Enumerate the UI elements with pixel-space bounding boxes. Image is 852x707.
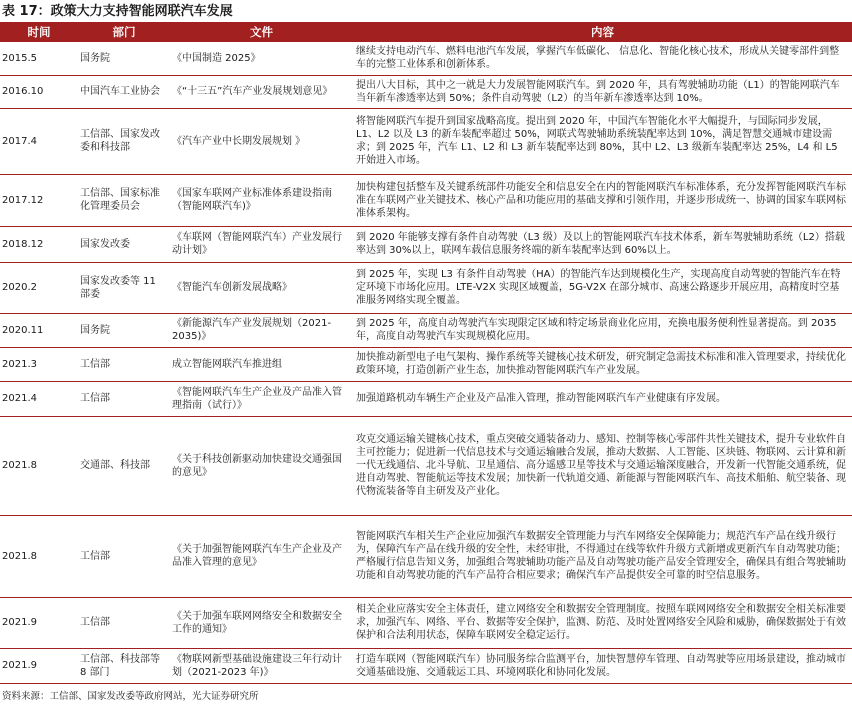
cell-time: 2021.9: [0, 648, 78, 683]
cell-document: 《汽车产业中长期发展规划 》: [170, 108, 353, 174]
table-row: [0, 648, 852, 683]
header-department: 部门: [78, 22, 170, 42]
cell-document: 《智能网联汽车生产企业及产品准入管理指南（试行）》: [170, 381, 353, 416]
cell-content: 打造车联网（智能网联汽车）协同服务综合监测平台，加快智慧停车管理、自动驾驶等应用场景建设，推动城市交通基础设施、交通载运工具、环境网联化和协同化发展。: [353, 648, 852, 683]
cell-document: 《物联网新型基础设施建设三年行动计划（2021-2023 年)》: [170, 648, 353, 683]
cell-department: 工信部、国家发改委和科技部: [78, 108, 170, 174]
header-document: 文件: [170, 22, 353, 42]
cell-time: 2017.12: [0, 174, 78, 226]
table-row: [0, 597, 852, 648]
cell-content: 加强道路机动车辆生产企业及产品准入管理，推动智能网联汽车产业健康有序发展。: [353, 381, 852, 416]
table-row: [0, 174, 852, 226]
table-row: [0, 226, 852, 262]
cell-content: 相关企业应落实安全主体责任，建立网络安全和数据安全管理制度。按照车联网网络安全和数据安全相关标准要求，加强汽车、网络、平台、数据等安全保护，监测、防范、及时处置网络安全风险和威胁，确保数据处于有效保护和合法利用状态，保障车联网安全稳定运行。: [353, 597, 852, 648]
table-row: [0, 262, 852, 313]
cell-department: 国务院: [78, 42, 170, 75]
cell-content: 加快构建包括整车及关键系统部件功能安全和信息安全在内的智能网联汽车标准体系，充分发挥智能网联汽车标准在车联网产业关键技术、核心产品和功能应用的基础支撑和引领作用，并逐步形成统一、协调的国家车联网标准体系架构。: [353, 174, 852, 226]
cell-time: 2017.4: [0, 108, 78, 174]
cell-document: 《“十三五”汽车产业发展规划意见》: [170, 75, 353, 108]
cell-time: 2021.9: [0, 597, 78, 648]
source-note: 资料来源：工信部、国家发改委等政府网站，光大证券研究所: [2, 691, 259, 702]
cell-time: 2016.10: [0, 75, 78, 108]
table-title: 表 17：政策大力支持智能网联汽车发展: [2, 4, 233, 19]
cell-content: 继续支持电动汽车、燃料电池汽车发展，掌握汽车低碳化、 信息化、智能化核心技术，形成从关键零部件到整车的完整工业体系和创新体系。: [353, 42, 852, 75]
header-time: 时间: [0, 22, 78, 42]
cell-department: 工信部: [78, 347, 170, 381]
cell-department: 工信部: [78, 597, 170, 648]
cell-department: 国务院: [78, 313, 170, 347]
cell-time: 2020.11: [0, 313, 78, 347]
table-row: [0, 416, 852, 515]
cell-department: 国家发改委等 11 部委: [78, 262, 170, 313]
cell-content: 到 2020 年能够支撑有条件自动驾驶（L3 级）及以上的智能网联汽车技术体系，新车驾驶辅助系统（L2）搭载率达到 30%以上，联网车载信息服务终端的新车装配率达到 60%以上。: [353, 226, 852, 262]
cell-document: 《关于加强智能网联汽车生产企业及产品准入管理的意见》: [170, 515, 353, 597]
cell-time: 2020.2: [0, 262, 78, 313]
cell-content: 攻克交通运输关键核心技术，重点突破交通装备动力、感知、控制等核心零部件共性关键技术，提升专业软件自主可控能力；促进新一代信息技术与交通运输融合发展，推动大数据、人工智能、区块链、物联网、云计算和新一代无线通信、北斗导航、卫星通信、高分遥感卫星等技术与交通运输深度融合，开发新一代智能交通系统，促进自动驾驶、智能航运等技术发展；加快新一代轨道交通、新能源与智能网联汽车、高技术船舶、航空装备、现代物流装备等自主研发及产业化。: [353, 416, 852, 515]
table-row: [0, 108, 852, 174]
cell-content: 智能网联汽车相关生产企业应加强汽车数据安全管理能力与汽车网络安全保障能力；规范汽车产品在线升级行为，保障汽车产品在线升级的安全性，未经审批，不得通过在线等软件升级方式新增或更新汽车自动驾驶功能；严格履行信息告知义务，加强组合驾驶辅助功能产品及自动驾驶功能产品安全管理安全，确保具有组合驾驶辅助功能和自动驾驶功能的汽车产品符合相应要求；确保汽车产品提供安全可靠的时空信息服务。: [353, 515, 852, 597]
cell-document: 成立智能网联汽车推进组: [170, 347, 353, 381]
table-row: [0, 515, 852, 597]
cell-department: 工信部: [78, 515, 170, 597]
cell-document: 《中国制造 2025》: [170, 42, 353, 75]
cell-department: 工信部: [78, 381, 170, 416]
cell-content: 到 2025 年，实现 L3 有条件自动驾驶（HA）的智能汽车达到规模化生产，实现高度自动驾驶的智能汽车在特定环境下市场化应用。LTE-V2X 实现区域覆盖，5G-V2X 在部分城市、高速公路逐步开展应用，高精度时空基准服务网络实现全覆盖。: [353, 262, 852, 313]
cell-time: 2015.5: [0, 42, 78, 75]
cell-content: 提出八大目标，其中之一就是大力发展智能网联汽车。到 2020 年，具有驾驶辅助功能（L1）的智能网联汽车当年新车渗透率达到 50%；条件自动驾驶（L2）的当年新车渗透率达到 10%。: [353, 75, 852, 108]
header-content: 内容: [353, 22, 852, 42]
cell-department: 中国汽车工业协会: [78, 75, 170, 108]
cell-content: 将智能网联汽车提升到国家战略高度。提出到 2020 年，中国汽车智能化水平大幅提升，与国际同步发展，L1、L2 以及 L3 的新车装配率超过 50%，网联式驾驶辅助系统装配率达到 10%，满足智慧交通城市建设需求；到 2025 年，汽车 L1、L2 和 L3 新车装配率达到 80%，其中 L2、L3 级新车装配率达 25%，L4 和 L5 开始进入市场。: [353, 108, 852, 174]
cell-department: 工信部、科技部等 8 部门: [78, 648, 170, 683]
cell-department: 交通部、科技部: [78, 416, 170, 515]
cell-document: 《车联网（智能网联汽车）产业发展行动计划》: [170, 226, 353, 262]
cell-content: 加快推动新型电子电气架构、操作系统等关键核心技术研发，研究制定急需技术标准和准入管理要求，持续优化政策环境，打造创新产业生态，加快推动智能网联汽车产业发展。: [353, 347, 852, 381]
cell-time: 2021.8: [0, 416, 78, 515]
table-row: [0, 75, 852, 108]
table-row: [0, 381, 852, 416]
cell-department: 国家发改委: [78, 226, 170, 262]
cell-content: 到 2025 年，高度自动驾驶汽车实现限定区域和特定场景商业化应用，充换电服务便利性显著提高。到 2035 年，高度自动驾驶汽车实现规模化应用。: [353, 313, 852, 347]
table-row: [0, 42, 852, 75]
cell-document: 《国家车联网产业标准体系建设指南（智能网联汽车)》: [170, 174, 353, 226]
cell-department: 工信部、国家标准化管理委员会: [78, 174, 170, 226]
cell-time: 2021.3: [0, 347, 78, 381]
cell-document: 《新能源汽车产业发展规划（2021-2035)》: [170, 313, 353, 347]
cell-document: 《关于加强车联网网络安全和数据安全工作的通知》: [170, 597, 353, 648]
cell-time: 2021.4: [0, 381, 78, 416]
table-row: [0, 313, 852, 347]
cell-time: 2018.12: [0, 226, 78, 262]
table-row: [0, 347, 852, 381]
cell-time: 2021.8: [0, 515, 78, 597]
cell-document: 《关于科技创新驱动加快建设交通强国的意见》: [170, 416, 353, 515]
cell-document: 《智能汽车创新发展战略》: [170, 262, 353, 313]
policy-table: [0, 22, 852, 684]
table-header-row: [0, 22, 852, 42]
